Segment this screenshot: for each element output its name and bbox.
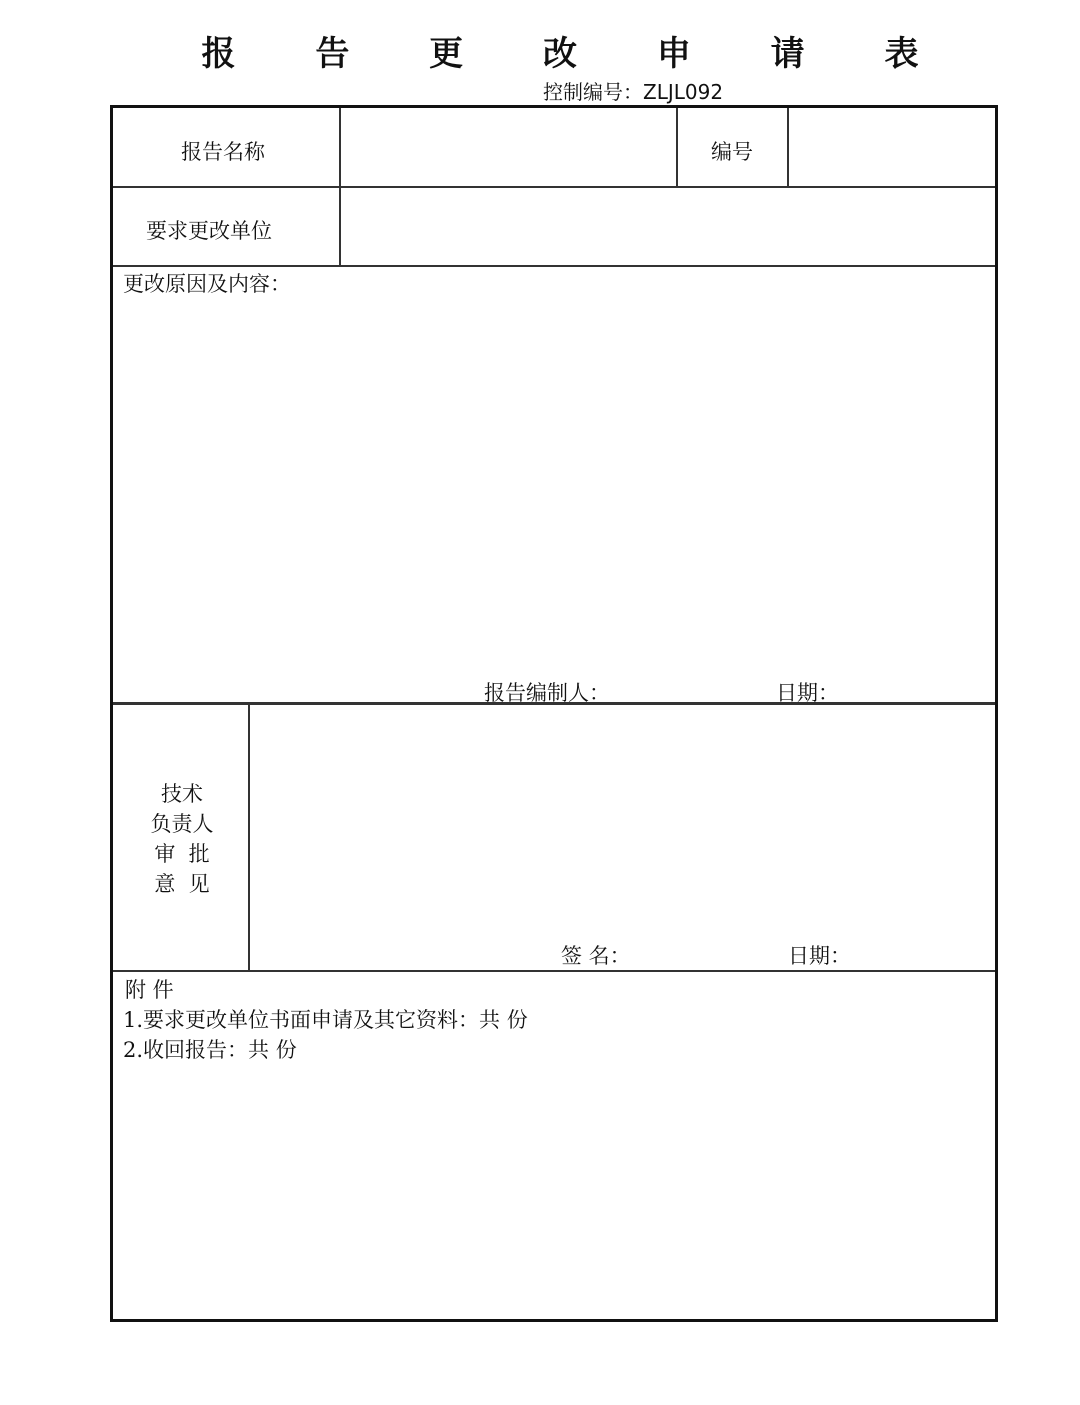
requesting-unit-field[interactable] — [341, 188, 995, 265]
approval-label — [141, 779, 223, 899]
approval-opinion-field[interactable] — [251, 705, 995, 935]
approval-label-line-1: 技术 — [161, 782, 203, 806]
compiler-date-label: 日期： — [776, 681, 839, 705]
change-reason-field[interactable] — [113, 298, 995, 668]
attachment-item-2: 2.收回报告：共 份 — [123, 1038, 297, 1062]
signature-date-label: 日期： — [788, 944, 851, 968]
report-compiler-label: 报告编制人： — [484, 681, 610, 705]
requesting-unit-label: 要求更改单位 — [146, 219, 272, 243]
document-title: 报 告 更 改 申 请 表 — [201, 34, 953, 74]
approval-label-line-2: 负责人 — [150, 812, 214, 836]
change-reason-label: 更改原因及内容： — [123, 272, 291, 296]
report-name-field[interactable] — [341, 108, 676, 186]
attachments-field[interactable] — [113, 1068, 995, 1318]
signature-label: 签 名： — [561, 944, 631, 968]
attachment-item-1: 1.要求更改单位书面申请及其它资料：共 份 — [123, 1008, 528, 1032]
col-divider-number-left — [676, 108, 678, 186]
report-name-label: 报告名称 — [181, 140, 265, 164]
row-divider-2 — [113, 265, 995, 267]
change-request-form — [110, 105, 998, 1322]
col-divider-approval — [248, 705, 250, 970]
attachments-label: 附 件 — [125, 978, 174, 1002]
control-number: 控制编号：ZLJL092 — [543, 80, 724, 104]
approval-label-line-3: 审 批 — [154, 842, 210, 866]
row-divider-4 — [113, 970, 995, 972]
number-label: 编号 — [711, 140, 753, 164]
number-field[interactable] — [789, 108, 995, 186]
approval-label-line-4: 意 见 — [154, 872, 210, 896]
